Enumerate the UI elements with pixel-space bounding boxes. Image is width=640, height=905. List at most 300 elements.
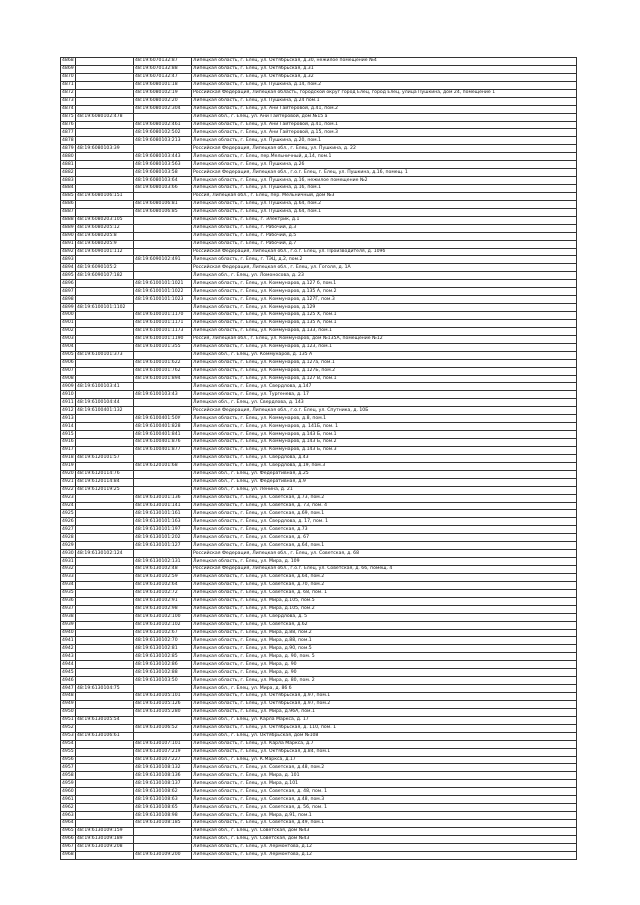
row-number-cell: 4900 bbox=[62, 312, 74, 318]
parcel-number-cell bbox=[76, 256, 134, 264]
object-number-cell: 48:19:6130102:64 bbox=[134, 581, 192, 589]
table-row bbox=[61, 827, 577, 835]
object-number-cell: 48:19:6080102:304 bbox=[134, 105, 192, 113]
address-cell: Липецкая область, г. Елец, ул. Мира, д.88, пом.2 bbox=[192, 629, 577, 637]
table-row bbox=[61, 724, 577, 732]
table-row bbox=[61, 494, 577, 502]
parcel-number-cell bbox=[76, 161, 134, 169]
object-number-cell: 48:19:6130108:63 bbox=[134, 796, 192, 804]
object-number-cell: 48:19:6130108:132 bbox=[134, 764, 192, 772]
table-row bbox=[61, 113, 577, 121]
address-cell: Липецкая область, г. Елец, ул. Советская, д.48, пом.3 bbox=[192, 796, 577, 804]
object-number-cell: 48:19:6100101:1173 bbox=[134, 327, 192, 335]
table-row bbox=[61, 327, 577, 335]
table-row bbox=[61, 700, 577, 708]
row-number-cell: 4967 bbox=[62, 844, 74, 850]
address-cell: Липецкая область, г. Елец, ул. Коммунаров, д.125 Х, пом.1 bbox=[192, 312, 577, 320]
row-number-cell: 4968 bbox=[62, 852, 74, 858]
table-row bbox=[61, 589, 577, 597]
parcel-number-cell bbox=[76, 764, 134, 772]
address-cell: Липецкая область, г. Елец, ул. Коммунаров, д.127 В, пом.1 bbox=[192, 375, 577, 383]
object-number-cell bbox=[134, 827, 192, 835]
object-number-cell bbox=[134, 407, 192, 415]
object-number-cell: 48:19:6100401:876 bbox=[134, 439, 192, 447]
object-number-cell: 48:19:6130102:88 bbox=[134, 669, 192, 677]
row-number-cell: 4906 bbox=[62, 360, 74, 366]
table-row bbox=[61, 145, 577, 153]
parcel-number-cell: 48:19:6080205:9 bbox=[76, 240, 134, 248]
table-row bbox=[61, 685, 577, 693]
row-number-cell: 4946 bbox=[62, 677, 74, 683]
parcel-number-cell bbox=[76, 740, 134, 748]
row-number-cell: 4936 bbox=[62, 598, 74, 604]
parcel-number-cell: 48:19:6120101:57 bbox=[76, 454, 134, 462]
row-number-cell: 4966 bbox=[62, 836, 74, 842]
table-row bbox=[61, 605, 577, 613]
row-number-cell: 4927 bbox=[62, 526, 74, 532]
table-row bbox=[61, 439, 577, 447]
parcel-number-cell bbox=[76, 605, 134, 613]
row-number-cell: 4884 bbox=[62, 185, 74, 191]
address-cell: Липецкая область, г. Елец, ул. Коммунаров, д.127а, пом.1 bbox=[192, 359, 577, 367]
parcel-number-cell bbox=[76, 73, 134, 81]
row-number-cell: 4950 bbox=[62, 709, 74, 715]
table-row bbox=[61, 470, 577, 478]
object-number-cell bbox=[134, 216, 192, 224]
parcel-number-cell bbox=[76, 724, 134, 732]
object-number-cell: 48:19:6090102:491 bbox=[134, 256, 192, 264]
row-number-cell: 4872 bbox=[62, 90, 74, 96]
address-cell: Липецкая область, г. Елец, ул. Мира, д. 90 bbox=[192, 669, 577, 677]
object-number-cell bbox=[134, 478, 192, 486]
table-row bbox=[61, 740, 577, 748]
table-row bbox=[61, 542, 577, 550]
object-number-cell: 48:19:6130102:81 bbox=[134, 645, 192, 653]
object-number-cell bbox=[134, 835, 192, 843]
address-cell: Липецкая область, г. Елец, ул. Мира, д.105, пом.5 bbox=[192, 597, 577, 605]
object-number-cell: 48:19:6130101:136 bbox=[134, 494, 192, 502]
object-number-cell: 48:19:6130102:86 bbox=[134, 661, 192, 669]
address-cell: Липецкая обл., г. Елец, ул. Советская, дом №43 bbox=[192, 835, 577, 843]
table-row bbox=[61, 669, 577, 677]
object-number-cell: 48:19:6100401:841 bbox=[134, 431, 192, 439]
row-number-cell: 4905 bbox=[62, 352, 74, 358]
object-number-cell bbox=[134, 685, 192, 693]
parcel-number-cell bbox=[76, 788, 134, 796]
object-number-cell bbox=[134, 113, 192, 121]
table-row bbox=[61, 359, 577, 367]
row-number-cell: 4888 bbox=[62, 217, 74, 223]
address-cell: Липецкая область, г. Елец, г. ТЭЦ, д.2, пом.2 bbox=[192, 256, 577, 264]
parcel-number-cell bbox=[76, 446, 134, 454]
parcel-number-cell bbox=[76, 89, 134, 97]
table-row bbox=[61, 192, 577, 200]
row-number-cell: 4871 bbox=[62, 82, 74, 88]
row-number-cell: 4907 bbox=[62, 368, 74, 374]
row-number-cell: 4904 bbox=[62, 344, 74, 350]
object-number-cell: 48:19:6080103:213 bbox=[134, 137, 192, 145]
address-cell: Липецкая область, г. Елец, ул. Коммунаров, д.135 А, пом.1 bbox=[192, 319, 577, 327]
object-number-cell bbox=[134, 716, 192, 724]
parcel-number-cell: 48:19:6130104:75 bbox=[76, 685, 134, 693]
address-cell: Липецкая область, г. Елец, ул. Мира, д.101 bbox=[192, 780, 577, 788]
address-cell: Россия, Липецкая обл., г. Елец, ул. Коммунаров, дом №135А, помещение №12 bbox=[192, 335, 577, 343]
parcel-number-cell bbox=[76, 851, 134, 859]
address-cell: Липецкая область, г. Елец, ул. Октябрьская, д.32 bbox=[192, 73, 577, 81]
address-cell: Российская Федерация, Липецкая обл., г. Елец, ул. Советская, д. 68 bbox=[192, 550, 577, 558]
row-number-cell: 4941 bbox=[62, 637, 74, 643]
parcel-number-cell bbox=[76, 319, 134, 327]
parcel-number-cell bbox=[76, 296, 134, 304]
address-cell: Российская Федерация, Липецкая область, городской округ город Елец, город Елец, улица Пушкина, дом 24, помещение 1 bbox=[192, 89, 577, 97]
parcel-number-cell: 48:19:6100101:1102 bbox=[76, 304, 134, 312]
object-number-cell: 48:19:6130102:67 bbox=[134, 629, 192, 637]
parcel-number-cell bbox=[76, 391, 134, 399]
row-number-cell: 4881 bbox=[62, 161, 74, 167]
address-cell: Российская Федерация, Липецкая обл., г.о.г. Елец, ул. Советская, д. 66, помещ. 4 bbox=[192, 566, 577, 574]
parcel-number-cell bbox=[76, 700, 134, 708]
object-number-cell: 48:19:6130108:185 bbox=[134, 820, 192, 828]
address-cell: Липецкая область, г. Елец, ул. Тургенева, д. 17 bbox=[192, 391, 577, 399]
parcel-number-cell: 48:19:6090107:182 bbox=[76, 272, 134, 280]
object-number-cell: 48:19:6130102:72 bbox=[134, 589, 192, 597]
row-number-cell: 4922 bbox=[62, 487, 74, 493]
table-row bbox=[61, 843, 577, 851]
row-number-cell: 4912 bbox=[62, 407, 74, 413]
object-number-cell: 48:19:6130102:98 bbox=[134, 605, 192, 613]
parcel-number-cell: 48:19:6080103:39 bbox=[76, 145, 134, 153]
address-cell: Липецкая область, г. Елец, ул. Пушкина, д.16, пом.1 bbox=[192, 185, 577, 193]
parcel-number-cell: 48:19:6100401:132 bbox=[76, 407, 134, 415]
parcel-number-cell bbox=[76, 756, 134, 764]
parcel-number-cell bbox=[76, 415, 134, 423]
row-number-cell: 4956 bbox=[62, 756, 74, 762]
row-number-cell: 4869 bbox=[62, 66, 74, 72]
object-number-cell: 48:19:6100101:1170 bbox=[134, 312, 192, 320]
object-number-cell: 48:19:6100401:877 bbox=[134, 446, 192, 454]
table-row bbox=[61, 89, 577, 97]
table-row bbox=[61, 415, 577, 423]
address-cell: Липецкая область, г. Елец, г. Рабочий, д.7 bbox=[192, 240, 577, 248]
object-number-cell: 48:19:6130108:65 bbox=[134, 804, 192, 812]
table-row bbox=[61, 835, 577, 843]
row-number-cell: 4930 bbox=[62, 550, 74, 556]
table-row bbox=[61, 486, 577, 494]
parcel-number-cell bbox=[76, 129, 134, 137]
parcel-number-cell bbox=[76, 494, 134, 502]
address-cell: Липецкая область, г. Елец, ул. Мира, д. 90, пом. 5 bbox=[192, 653, 577, 661]
parcel-number-cell bbox=[76, 780, 134, 788]
table-row bbox=[61, 772, 577, 780]
table-row bbox=[61, 820, 577, 828]
parcel-number-cell bbox=[76, 820, 134, 828]
object-number-cell: 48:19:6070132:88 bbox=[134, 65, 192, 73]
parcel-number-cell bbox=[76, 81, 134, 89]
object-number-cell bbox=[134, 843, 192, 851]
address-cell: Липецкая область, г. Елец, ул. Пушкина, д.64, пом.1 bbox=[192, 208, 577, 216]
address-cell: Липецкая область, г. Елец, ул. Пушкина, д.24 пом.1 bbox=[192, 97, 577, 105]
row-number-cell: 4942 bbox=[62, 645, 74, 651]
address-cell: Липецкая область, г. Елец, ул. Коммунаров, д.143 Б, пом.3 bbox=[192, 446, 577, 454]
address-cell: Липецкая обл., г. Елец, ул. Федеративная, д.9 bbox=[192, 478, 577, 486]
parcel-number-cell bbox=[76, 462, 134, 470]
object-number-cell: 48:19:6130102:100 bbox=[134, 613, 192, 621]
table-row bbox=[61, 232, 577, 240]
address-cell: Липецкая обл., г. Елец, ул. Карла Маркса, д. 17 bbox=[192, 716, 577, 724]
row-number-cell: 4878 bbox=[62, 137, 74, 143]
row-number-cell: 4886 bbox=[62, 201, 74, 207]
object-number-cell bbox=[134, 145, 192, 153]
address-cell: Липецкая область, г. Елец, ул. Коммунаров, д. 141Б, пом. 1 bbox=[192, 423, 577, 431]
object-number-cell: 48:19:6130102:59 bbox=[134, 573, 192, 581]
object-number-cell: 48:19:6130101:202 bbox=[134, 534, 192, 542]
parcel-number-cell: 48:19:6080205:8 bbox=[76, 232, 134, 240]
object-number-cell: 48:19:6130101:127 bbox=[134, 542, 192, 550]
parcel-number-cell bbox=[76, 65, 134, 73]
address-cell: Липецкая область, г. Елец, г. Рабочий, д.3 bbox=[192, 224, 577, 232]
row-number-cell: 4949 bbox=[62, 701, 74, 707]
object-number-cell: 48:19:6070132:47 bbox=[134, 73, 192, 81]
row-number-cell: 4920 bbox=[62, 471, 74, 477]
row-number-cell: 4957 bbox=[62, 764, 74, 770]
row-number-cell: 4879 bbox=[62, 145, 74, 151]
parcel-number-cell bbox=[76, 581, 134, 589]
object-number-cell: 48:19:6130102:131 bbox=[134, 558, 192, 566]
address-cell: Липецкая область, г. Елец, ул. Советская, д.48, пом.2 bbox=[192, 764, 577, 772]
parcel-number-cell bbox=[76, 542, 134, 550]
parcel-number-cell bbox=[76, 312, 134, 320]
parcel-number-cell bbox=[76, 502, 134, 510]
row-number-cell: 4921 bbox=[62, 479, 74, 485]
table-row bbox=[61, 558, 577, 566]
table-row bbox=[61, 446, 577, 454]
object-number-cell: 48:19:6130105:280 bbox=[134, 708, 192, 716]
table-row bbox=[61, 764, 577, 772]
object-number-cell: 48:19:6130108:136 bbox=[134, 772, 192, 780]
object-number-cell: 48:19:6120101:68 bbox=[134, 462, 192, 470]
row-number-cell: 4955 bbox=[62, 749, 74, 755]
row-number-cell: 4899 bbox=[62, 304, 74, 310]
parcel-number-cell bbox=[76, 796, 134, 804]
table-row bbox=[61, 312, 577, 320]
table-row bbox=[61, 677, 577, 685]
row-number-cell: 4890 bbox=[62, 233, 74, 239]
object-number-cell: 48:19:6100101:1022 bbox=[134, 288, 192, 296]
parcel-number-cell bbox=[76, 280, 134, 288]
address-cell: Липецкая область, г. Елец, ул. Советская, д.73 bbox=[192, 526, 577, 534]
parcel-number-cell: 48:19:6080106:151 bbox=[76, 192, 134, 200]
address-cell: Липецкая область, г. Елец, ул. Советская, д. 68, пом. 1 bbox=[192, 589, 577, 597]
row-number-cell: 4935 bbox=[62, 590, 74, 596]
object-number-cell bbox=[134, 732, 192, 740]
address-cell: Липецкая обл., г. Елец, ул. Октябрьская, дом №108 bbox=[192, 732, 577, 740]
table-row bbox=[61, 81, 577, 89]
address-cell: Липецкая область, г. Елец, ул. Лермонтова, д.12 bbox=[192, 851, 577, 859]
row-number-cell: 4960 bbox=[62, 788, 74, 794]
parcel-number-cell bbox=[76, 169, 134, 177]
table-row bbox=[61, 256, 577, 264]
parcel-number-cell bbox=[76, 367, 134, 375]
address-cell: Липецкая область, г. Елец, ул. Коммунаров, д.127 б, пом.1 bbox=[192, 280, 577, 288]
address-cell: Липецкая область, г. Елец, ул. Коммунаров, д.135 А, пом.2 bbox=[192, 288, 577, 296]
table-row bbox=[61, 153, 577, 161]
address-cell: Липецкая область, г. Елец, ул. Советская, д. 56, пом. 1 bbox=[192, 804, 577, 812]
object-number-cell bbox=[134, 192, 192, 200]
object-number-cell: 48:19:6130101:197 bbox=[134, 526, 192, 534]
table-row bbox=[61, 224, 577, 232]
table-row bbox=[61, 423, 577, 431]
parcel-number-cell: 48:19:6120114:76 bbox=[76, 470, 134, 478]
table-row bbox=[61, 518, 577, 526]
table-row bbox=[61, 454, 577, 462]
parcel-number-cell bbox=[76, 558, 134, 566]
parcel-number-cell bbox=[76, 177, 134, 185]
row-number-cell: 4918 bbox=[62, 455, 74, 461]
parcel-number-cell: 48:19:6090105:2 bbox=[76, 264, 134, 272]
object-number-cell: 48:19:6080102:502 bbox=[134, 129, 192, 137]
row-number-cell: 4919 bbox=[62, 463, 74, 469]
row-number-cell: 4880 bbox=[62, 153, 74, 159]
parcel-number-cell bbox=[76, 589, 134, 597]
address-cell: Липецкая область, г. Елец, ул. Свердлова, д.147 bbox=[192, 383, 577, 391]
address-cell: Липецкая область, г. Елец, ул. Советская, д.62 bbox=[192, 621, 577, 629]
parcel-number-cell bbox=[76, 653, 134, 661]
parcel-number-cell bbox=[76, 153, 134, 161]
object-number-cell: 48:19:6080102:461 bbox=[134, 121, 192, 129]
address-cell: Липецкая область, г. Елец, ул. Свердлова, д. 17, пом. 1 bbox=[192, 518, 577, 526]
object-number-cell bbox=[134, 272, 192, 280]
table-row bbox=[61, 121, 577, 129]
parcel-number-cell bbox=[76, 645, 134, 653]
table-row bbox=[61, 73, 577, 81]
row-number-cell: 4965 bbox=[62, 828, 74, 834]
object-number-cell bbox=[134, 224, 192, 232]
object-number-cell: 48:19:6100401:50У bbox=[134, 415, 192, 423]
address-cell: Липецкая область, г. Елец, ул. Пушкина, д.26 bbox=[192, 161, 577, 169]
row-number-cell: 4902 bbox=[62, 328, 74, 334]
row-number-cell: 4928 bbox=[62, 534, 74, 540]
parcel-number-cell: 48:19:6120119:25 bbox=[76, 486, 134, 494]
table-row bbox=[61, 161, 577, 169]
table-row bbox=[61, 367, 577, 375]
address-cell: Липецкая область, г. Елец, ул. Мира, д.91, пом.1 bbox=[192, 812, 577, 820]
address-cell: Липецкая область, г. Елец, ул. Пушкина, д.14, пом.2 bbox=[192, 81, 577, 89]
address-cell: Липецкая область, г. Елец, ул. Октябрьская, д.84, пом.1 bbox=[192, 748, 577, 756]
table-row bbox=[61, 383, 577, 391]
table-row bbox=[61, 653, 577, 661]
address-cell: Липецкая область, г. Елец, ул. Коммунаров, д.129 bbox=[192, 304, 577, 312]
row-number-cell: 4903 bbox=[62, 336, 74, 342]
parcel-number-cell: 48:19:6130109:208 bbox=[76, 843, 134, 851]
address-cell: Липецкая область, г. Елец, ул. Советская, д.64, пом.2 bbox=[192, 573, 577, 581]
parcel-number-cell bbox=[76, 431, 134, 439]
object-number-cell bbox=[134, 486, 192, 494]
row-number-cell: 4958 bbox=[62, 772, 74, 778]
row-number-cell: 4962 bbox=[62, 804, 74, 810]
table-row bbox=[61, 216, 577, 224]
object-number-cell: 48:19:6130103:50 bbox=[134, 677, 192, 685]
address-cell: Липецкая область, г. Елец, ул. Октябрьская, д.97, пом.1 bbox=[192, 693, 577, 701]
address-cell: Российская Федерация, Липецкая обл., г. Елец, ул. Гоголя, д. 1А bbox=[192, 264, 577, 272]
table-row bbox=[61, 65, 577, 73]
object-number-cell: 48:19:6100101:622 bbox=[134, 359, 192, 367]
object-number-cell bbox=[134, 399, 192, 407]
address-cell: Липецкая область, г. Елец, ул. Свердлова, д. 5 bbox=[192, 613, 577, 621]
table-row bbox=[61, 264, 577, 272]
object-number-cell: 48:19:6100101:355 bbox=[134, 343, 192, 351]
object-number-cell bbox=[134, 264, 192, 272]
object-number-cell: 48:19:6100401:828 bbox=[134, 423, 192, 431]
row-number-cell: 4915 bbox=[62, 431, 74, 437]
object-number-cell: 48:19:6080103:443 bbox=[134, 153, 192, 161]
object-number-cell: 48:19:6100101:1023 bbox=[134, 296, 192, 304]
address-cell: Липецкая область, г. Елец, ул. Коммунаров, д.127Г, пом.3 bbox=[192, 296, 577, 304]
address-cell: Липецкая область, г. Елец, ул. Октябрьская, д.31 bbox=[192, 65, 577, 73]
row-number-cell: 4873 bbox=[62, 98, 74, 104]
object-number-cell: 48:19:6100101:1021 bbox=[134, 280, 192, 288]
row-number-cell: 4908 bbox=[62, 375, 74, 381]
table-row bbox=[61, 693, 577, 701]
row-number-cell: 4961 bbox=[62, 796, 74, 802]
address-cell: Липецкая область, г. Елец, ул. Коммунаров, д.133, пом.1 bbox=[192, 327, 577, 335]
row-number-cell: 4868 bbox=[62, 58, 74, 64]
parcel-number-cell bbox=[76, 708, 134, 716]
table-row bbox=[61, 526, 577, 534]
table-row bbox=[61, 534, 577, 542]
table-row bbox=[61, 208, 577, 216]
parcel-number-cell bbox=[76, 629, 134, 637]
address-cell: Липецкая обл., г. Елец, ул. Советская, дом №43 bbox=[192, 827, 577, 835]
table-row bbox=[61, 804, 577, 812]
table-row bbox=[61, 240, 577, 248]
object-number-cell: 48:19:6130102:102 bbox=[134, 621, 192, 629]
table-row bbox=[61, 137, 577, 145]
address-cell: Липецкая область, г. Елец, ул. Октябрьская, д.30, нежилое помещение №4 bbox=[192, 58, 577, 66]
address-cell: Липецкая область, г. Елец, ул. Коммунаров, д.127Б, пом.2 bbox=[192, 367, 577, 375]
address-cell: Россия, Липецкая обл., г. Елец, пер. Мельничный, дом №3 bbox=[192, 192, 577, 200]
row-number-cell: 4889 bbox=[62, 225, 74, 231]
row-number-cell: 4951 bbox=[62, 717, 74, 723]
row-number-cell: 4870 bbox=[62, 74, 74, 80]
parcel-number-cell bbox=[76, 510, 134, 518]
address-cell: Липецкая область, г. Елец, ул. Советская, д. 48, пом. 1 bbox=[192, 788, 577, 796]
row-number-cell: 4896 bbox=[62, 280, 74, 286]
object-number-cell bbox=[134, 383, 192, 391]
object-number-cell: 48:19:6130102:48 bbox=[134, 566, 192, 574]
parcel-number-cell bbox=[76, 518, 134, 526]
parcel-number-cell: 48:19:6130109:189 bbox=[76, 835, 134, 843]
parcel-number-cell: 48:19:6080203:105 bbox=[76, 216, 134, 224]
object-number-cell: 48:19:6080102:20 bbox=[134, 97, 192, 105]
address-cell: Липецкая область, г. Елец, ул. Советская, д.73, пом.2 bbox=[192, 494, 577, 502]
address-cell: Липецкая область, г. Елец, ул. Советская, д.49, пом.1 bbox=[192, 820, 577, 828]
row-number-cell: 4885 bbox=[62, 193, 74, 199]
table-row bbox=[61, 597, 577, 605]
parcel-number-cell: 48:19:6120114:84 bbox=[76, 478, 134, 486]
object-number-cell: 48:19:6100101:1171 bbox=[134, 319, 192, 327]
table-row bbox=[61, 812, 577, 820]
address-cell: Липецкая область, г. Елец, ул. Советская, д.69, пом.1 bbox=[192, 510, 577, 518]
address-cell: Липецкая область, г. Елец, ул. Коммунаров, д.143 Б, пом.1 bbox=[192, 431, 577, 439]
parcel-number-cell: 48:19:6080205:12 bbox=[76, 224, 134, 232]
table-row bbox=[61, 248, 577, 256]
table-row bbox=[61, 788, 577, 796]
row-number-cell: 4882 bbox=[62, 169, 74, 175]
parcel-number-cell: 48:19:6130105:54 bbox=[76, 716, 134, 724]
table-row bbox=[61, 708, 577, 716]
table-row bbox=[61, 566, 577, 574]
table-row bbox=[61, 97, 577, 105]
